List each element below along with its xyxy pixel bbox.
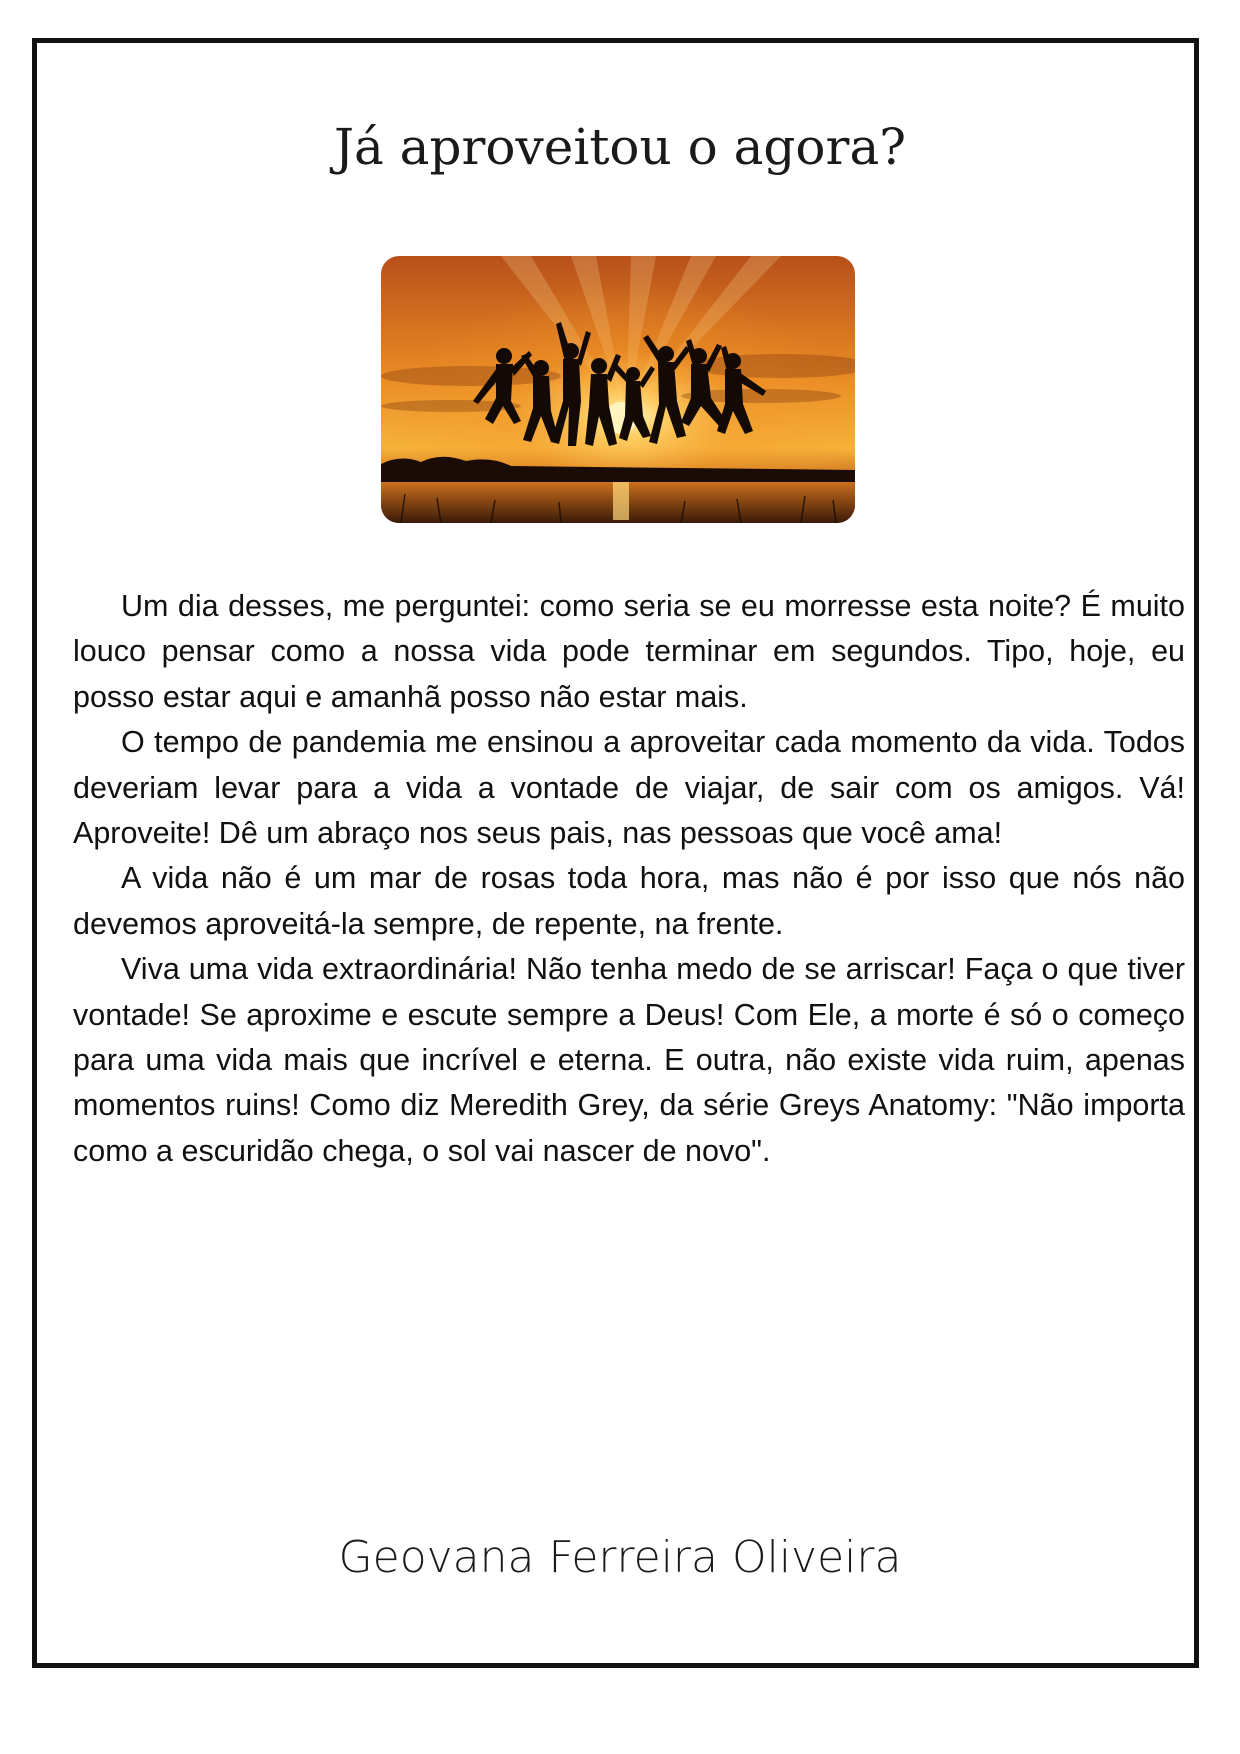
- author-name: Geovana Ferreira Oliveira: [338, 1532, 902, 1583]
- paragraph-2: O tempo de pandemia me ensinou a aproveitar cada momento da vida. Todos deveriam levar para a vida a vontade de viajar, de sair com os amigos. Vá! Aproveite! Dê um abraço nos seus pais, nas pessoas que você ama!: [73, 725, 1185, 851]
- silhouettes-jumping-at-sunset-photo: [381, 256, 855, 523]
- paragraph-4: Viva uma vida extraordinária! Não tenha medo de se arriscar! Faça o que tiver vontade! Se aproxime e escute sempre a Deus! Com Ele, a morte é só o começo para uma vida mais que incrível e eterna. E outra, não existe vida ruim, apenas momentos ruins! Como diz Meredith Grey, da série Greys Anatomy: "Não importa como a escuridão chega, o sol vai nascer de novo".: [73, 952, 1185, 1168]
- article-body: [73, 584, 1185, 1174]
- sunset-photo: [381, 256, 855, 523]
- document-title: Já aproveitou o agora?: [333, 118, 907, 176]
- paragraph-3: A vida não é um mar de rosas toda hora, mas não é por isso que nós não devemos aproveitá-la sempre, de repente, na frente.: [73, 861, 1185, 941]
- paragraph-1: Um dia desses, me perguntei: como seria se eu morresse esta noite? É muito louco pensar como a nossa vida pode terminar em segundos. Tipo, hoje, eu posso estar aqui e amanhã posso não estar mais.: [73, 589, 1185, 714]
